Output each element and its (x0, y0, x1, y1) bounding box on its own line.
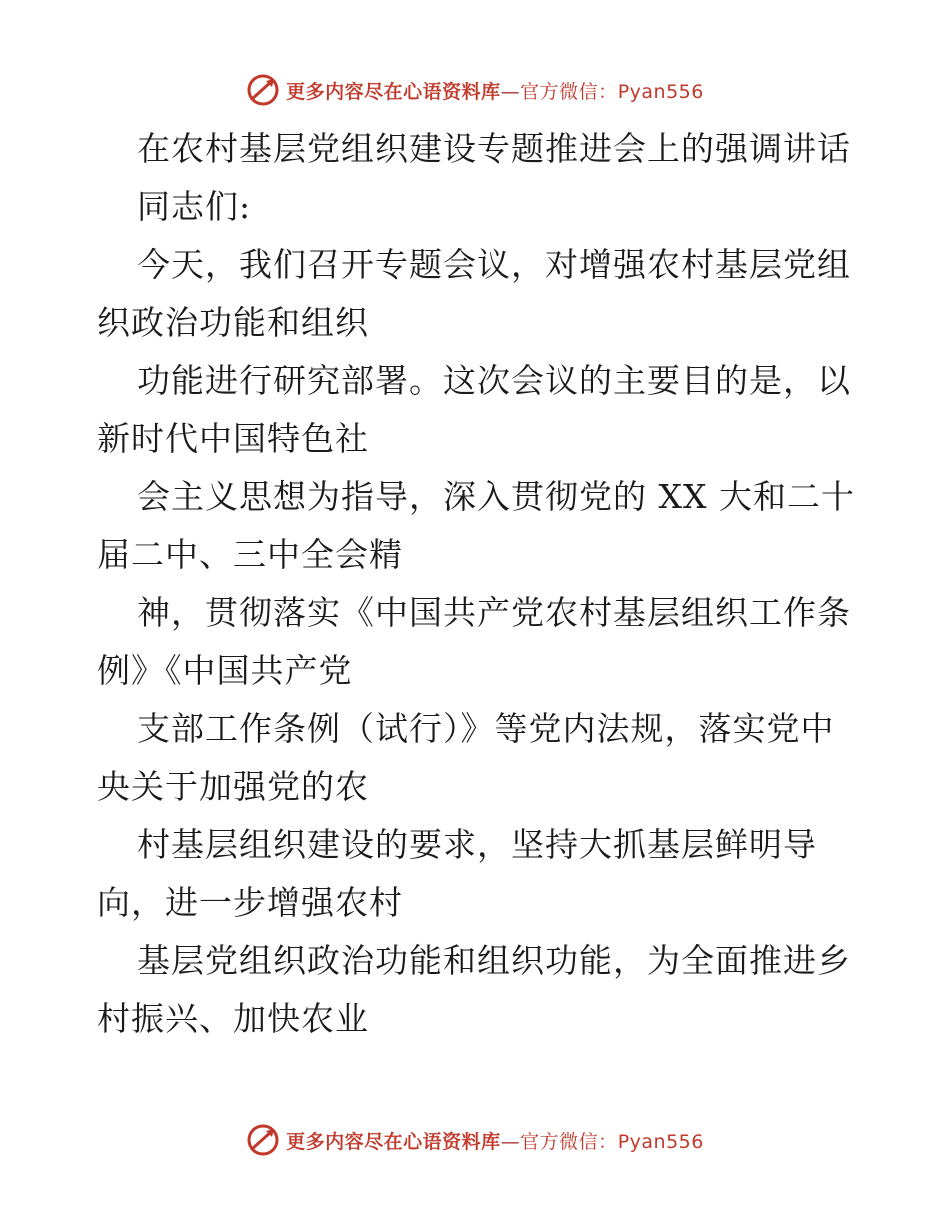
paragraph-line: 向，进一步增强农村 (97, 883, 403, 922)
header-dash: — (500, 80, 521, 103)
footer-banner-text (286, 1127, 704, 1154)
footer-banner (0, 1120, 950, 1160)
paragraph-line: 今天，我们召开专题会议，对增强农村基层党组 (137, 245, 851, 284)
paragraph-line: 基层党组织政治功能和组织功能，为全面推进乡 (137, 941, 851, 980)
paragraph-line: 例》《中国共产党 (97, 651, 353, 690)
brand-logo-icon (246, 73, 280, 107)
paragraph-line: 届二中、三中全会精 (97, 535, 403, 574)
paragraph-line: 功能进行研究部署。这次会议的主要目的是，以 (137, 361, 851, 400)
header-wechat-id: Pyan556 (617, 80, 704, 103)
paragraph-line: 村振兴、加快农业 (97, 999, 369, 1038)
paragraph-line: 神，贯彻落实《中国共产党农村基层组织工作条 (137, 593, 851, 632)
paragraph-line: 村基层组织建设的要求，坚持大抓基层鲜明导 (137, 825, 817, 864)
brand-logo-icon (246, 1123, 280, 1157)
greeting: 同志们: (137, 187, 252, 226)
header-banner (0, 70, 950, 110)
paragraph-line: 会主义思想为指导，深入贯彻党的 XX 大和二十 (137, 477, 855, 516)
footer-dash: — (500, 1130, 521, 1153)
header-banner-text (286, 77, 704, 104)
footer-wechat-label: 官方微信： (520, 1130, 618, 1153)
paragraph-line: 央关于加强党的农 (97, 767, 369, 806)
header-brand: 更多内容尽在心语资料库 (286, 80, 501, 103)
document-title: 在农村基层党组织建设专题推进会上的强调讲话 (137, 129, 851, 168)
footer-wechat-id: Pyan556 (617, 1130, 704, 1153)
paragraph-line: 织政治功能和组织 (97, 303, 369, 342)
paragraph-line: 支部工作条例（试行）》等党内法规，落实党中 (137, 709, 835, 748)
footer-brand: 更多内容尽在心语资料库 (286, 1130, 501, 1153)
header-wechat-label: 官方微信： (520, 80, 618, 103)
paragraph-line: 新时代中国特色社 (97, 419, 369, 458)
document-body (97, 120, 857, 1048)
